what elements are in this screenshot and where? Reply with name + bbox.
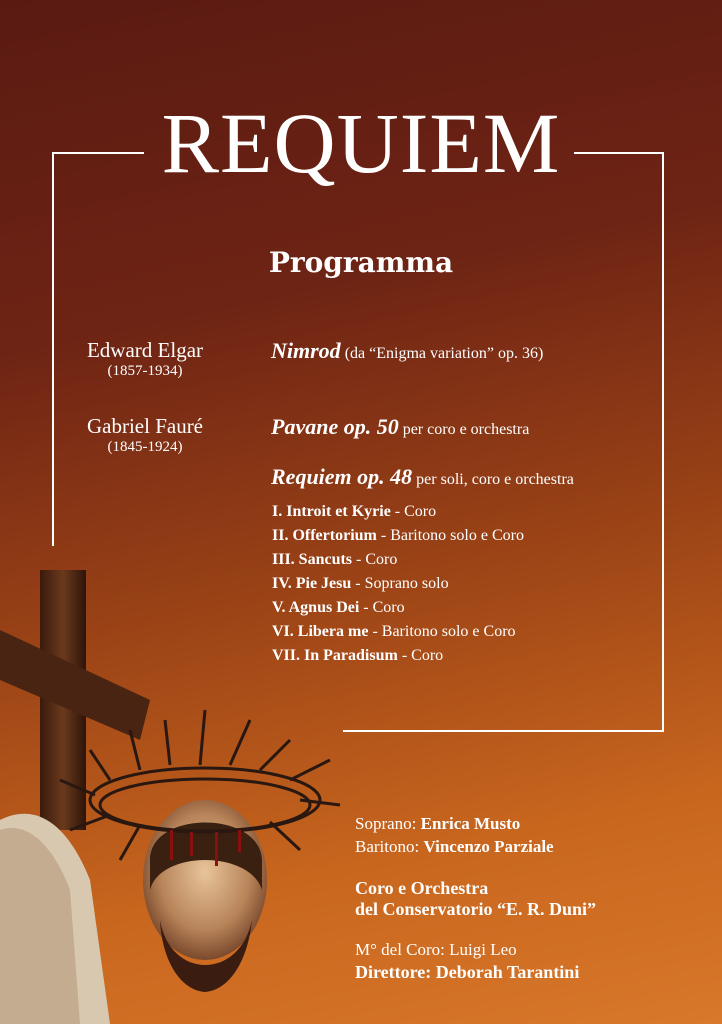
movement-performers: - Baritono solo e Coro	[376, 527, 524, 544]
work-description: (da “Enigma variation” op. 36)	[344, 345, 544, 362]
movement-name: I. Introit et Kyrie	[272, 503, 391, 520]
ensemble-line-1: Coro e Orchestra	[355, 878, 489, 898]
movement-performers: - Baritono solo e Coro	[368, 623, 516, 640]
work-title: Nimrod	[271, 338, 341, 363]
program-heading: Programma	[268, 246, 454, 279]
movement-name: VII. In Paradisum	[272, 647, 398, 664]
composer-name: Edward Elgar	[86, 338, 204, 362]
composer-elgar	[55, 338, 235, 380]
composer-faure	[55, 414, 235, 456]
soprano-name: Enrica Musto	[420, 814, 521, 833]
work-nimrod	[271, 338, 543, 364]
ensemble	[355, 878, 596, 920]
frame-bottom-line	[343, 730, 664, 732]
poster-title: REQUIEM	[161, 95, 561, 191]
soloists	[355, 812, 554, 858]
conductors	[355, 938, 579, 984]
composer-years: (1857-1934)	[107, 363, 183, 379]
movement-item	[272, 500, 524, 524]
director: Direttore: Deborah Tarantini	[355, 962, 580, 982]
work-description: per soli, coro e orchestra	[416, 471, 574, 488]
movement-name: IV. Pie Jesu	[272, 575, 352, 592]
movement-name: III. Sancuts	[272, 551, 353, 568]
soprano-label: Soprano:	[355, 814, 417, 833]
composer-years: (1845-1924)	[107, 439, 183, 455]
baritone-name: Vincenzo Parziale	[423, 837, 554, 856]
movement-performers: - Coro	[352, 551, 398, 568]
movement-item	[272, 524, 524, 548]
frame-right-line	[662, 152, 664, 732]
work-requiem	[271, 464, 574, 490]
work-title: Requiem op. 48	[271, 464, 413, 489]
work-pavane	[271, 414, 529, 440]
movement-name: II. Offertorium	[272, 527, 377, 544]
movement-performers: - Coro	[397, 647, 444, 664]
movement-name: V. Agnus Dei	[272, 599, 360, 616]
frame-left-line	[52, 152, 54, 546]
movement-performers: - Coro	[390, 503, 437, 520]
chorus-master: M° del Coro: Luigi Leo	[355, 940, 517, 959]
soprano-line	[355, 812, 554, 835]
movement-name: VI. Libera me	[272, 623, 369, 640]
movement-performers: - Coro	[359, 599, 405, 616]
composer-name: Gabriel Fauré	[86, 414, 204, 438]
baritone-label: Baritono:	[355, 837, 420, 856]
ensemble-line-2: del Conservatorio “E. R. Duni”	[355, 899, 597, 919]
movement-performers: - Soprano solo	[351, 575, 449, 592]
work-title: Pavane op. 50	[271, 414, 399, 439]
work-description: per coro e orchestra	[402, 421, 530, 438]
baritone-line	[355, 835, 554, 858]
crucifix-image	[0, 560, 360, 1024]
